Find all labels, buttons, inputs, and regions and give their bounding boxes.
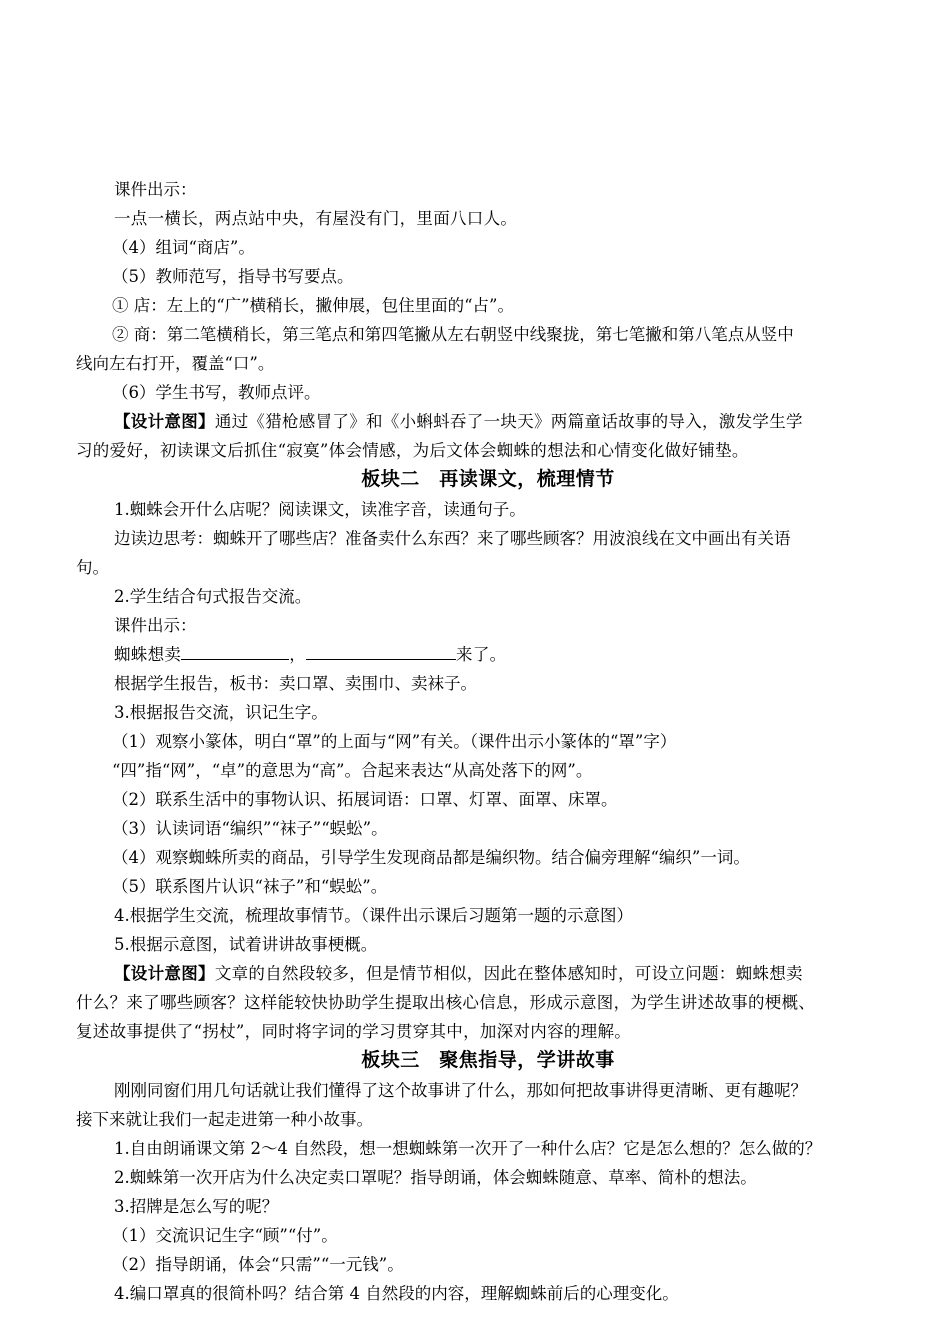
fill-prefix: 蜘蛛想卖 [114,645,182,664]
text-line: 1.自由朗诵课文第 2～4 自然段，想一想蜘蛛第一次开了一种什么店？它是怎么想的？怎么做的？ [114,1139,822,1158]
text-line: 线向左右打开，覆盖“口”。 [76,354,275,373]
fill-sep: ， [289,645,307,664]
text-line: 句。 [76,558,109,577]
text-line: 2.学生结合句式报告交流。 [114,587,312,606]
text-line: 3.根据报告交流，识记生字。 [114,703,328,722]
text-line: 习的爱好，初读课文后抓住“寂寞”体会情感，为后文体会蜘蛛的想法和心情变化做好铺垫。 [76,441,749,460]
text-line: 接下来就让我们一起走进第一种小故事。 [76,1110,373,1129]
fill-suffix: 来了。 [456,645,507,664]
text-line: 2.蜘蛛第一次开店为什么决定卖口罩呢？指导朗诵，体会蜘蛛随意、草率、简朴的想法。 [114,1168,757,1187]
design-intent-label: 【设计意图】 [114,412,215,431]
text-line: 根据学生报告，板书：卖口罩、卖围巾、卖袜子。 [114,674,477,693]
blank-1 [181,643,289,660]
text-line: （4）观察蜘蛛所卖的商品，引导学生发现商品都是编织物。结合偏旁理解“编织”一词。 [112,848,750,867]
text-line: 4.编口罩真的很简朴吗？结合第 4 自然段的内容，理解蜘蛛前后的心理变化。 [114,1284,679,1303]
text-line: ② 商：第二笔横稍长，第三笔点和第四笔撇从左右朝竖中线聚拢，第七笔撇和第八笔点从竖中 [112,325,794,344]
text-line: （4）组词“商店”。 [112,238,255,257]
text-line: 复述故事提供了“拐杖”，同时将字词的学习贯穿其中，加深对内容的理解。 [76,1022,632,1041]
text-line: 刚刚同窗们用几句话就让我们懂得了这个故事讲了什么，那如何把故事讲得更清晰、更有趣呢？ [114,1081,807,1100]
text-line: 课件出示： [114,180,197,199]
blank-2 [306,643,456,660]
fill-in-sentence [76,643,900,667]
text-line: （5）教师范写，指导书写要点。 [112,267,354,286]
text-line: （2）指导朗诵，体会“只需”“一元钱”。 [112,1255,404,1274]
design-intent-2 [76,962,900,986]
text-line: 1.蜘蛛会开什么店呢？阅读课文，读准字音，读通句子。 [114,500,526,519]
design-intent-text: 文章的自然段较多，但是情节相似，因此在整体感知时，可设立问题：蜘蛛想卖 [214,964,803,983]
design-intent-1 [76,410,900,434]
text-line: ① 店：左上的“广”横稍长，撇伸展，包住里面的“占”。 [112,296,514,315]
text-line: （6）学生书写，教师点评。 [112,383,321,402]
design-intent-label: 【设计意图】 [114,964,215,983]
design-intent-text: 通过《猎枪感冒了》和《小蝌蚪吞了一块天》两篇童话故事的导入，激发学生学 [214,412,803,431]
text-line: （1）观察小篆体，明白“罩”的上面与“网”有关。（课件出示小篆体的“罩”字） [112,732,677,751]
text-line: （1）交流识记生字“顾”“付”。 [112,1226,338,1245]
text-line: “四”指“网”，“卓”的意思为“高”。合起来表达“从高处落下的网”。 [112,761,593,780]
text-line: 边读边思考：蜘蛛开了哪些店？准备卖什么东西？来了哪些顾客？用波浪线在文中画出有关语 [114,529,791,548]
riddle-line: 一点一横长，两点站中央，有屋没有门，里面八口人。 [114,209,518,228]
text-line: 3.招牌是怎么写的呢？ [114,1197,279,1216]
text-line: （3）认读词语“编织”“袜子”“蜈蚣”。 [112,819,388,838]
text-line: 4.根据学生交流，梳理故事情节。（课件出示课后习题第一题的示意图） [114,906,633,925]
text-line: （2）联系生活中的事物认识、拓展词语：口罩、灯罩、面罩、床罩。 [112,790,618,809]
text-line: （5）联系图片认识“袜子”和“蜈蚣”。 [112,877,388,896]
section-heading-2: 板块二 再读课文，梳理情节 [361,468,615,490]
section-heading-3: 板块三 聚焦指导，学讲故事 [361,1049,615,1071]
text-line: 什么？来了哪些顾客？这样能较快协助学生提取出核心信息，形成示意图，为学生讲述故事的梗概、 [76,993,816,1012]
text-line: 课件出示： [114,616,197,635]
text-line: 5.根据示意图，试着讲讲故事梗概。 [114,935,378,954]
